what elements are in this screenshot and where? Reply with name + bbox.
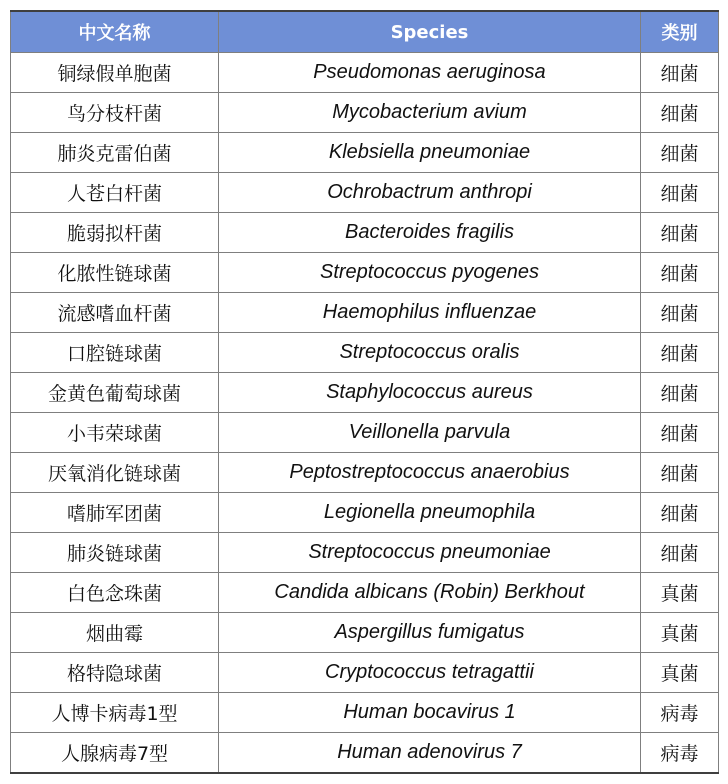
cell-category: 细菌: [641, 453, 719, 493]
table-header: [11, 11, 719, 53]
table-row: [11, 53, 719, 93]
cell-species: Legionella pneumophila: [219, 493, 641, 533]
cell-species: Veillonella parvula: [219, 413, 641, 453]
cell-species: Streptococcus pyogenes: [219, 253, 641, 293]
cell-category: 细菌: [641, 173, 719, 213]
cell-chinese-name: 人苍白杆菌: [11, 173, 219, 213]
cell-chinese-name: 小韦荣球菌: [11, 413, 219, 453]
column-header-category: 类别: [641, 11, 719, 53]
cell-chinese-name: 人博卡病毒1型: [11, 693, 219, 733]
cell-species: Candida albicans (Robin) Berkhout: [219, 573, 641, 613]
table-row: [11, 333, 719, 373]
cell-category: 细菌: [641, 253, 719, 293]
table-row: [11, 373, 719, 413]
table-row: [11, 653, 719, 693]
table-row: [11, 293, 719, 333]
cell-species: Human bocavirus 1: [219, 693, 641, 733]
cell-chinese-name: 流感嗜血杆菌: [11, 293, 219, 333]
cell-category: 真菌: [641, 573, 719, 613]
cell-category: 细菌: [641, 413, 719, 453]
cell-chinese-name: 烟曲霉: [11, 613, 219, 653]
cell-chinese-name: 铜绿假单胞菌: [11, 53, 219, 93]
cell-species: Aspergillus fumigatus: [219, 613, 641, 653]
table-row: [11, 453, 719, 493]
species-table: [10, 10, 719, 774]
table-row: [11, 133, 719, 173]
table-row: [11, 533, 719, 573]
cell-category: 细菌: [641, 493, 719, 533]
cell-chinese-name: 鸟分枝杆菌: [11, 93, 219, 133]
cell-chinese-name: 口腔链球菌: [11, 333, 219, 373]
column-header-chinese-name: 中文名称: [11, 11, 219, 53]
cell-species: Streptococcus oralis: [219, 333, 641, 373]
cell-species: Streptococcus pneumoniae: [219, 533, 641, 573]
table-body: [11, 53, 719, 774]
cell-category: 细菌: [641, 533, 719, 573]
cell-category: 细菌: [641, 213, 719, 253]
table-row: [11, 413, 719, 453]
cell-chinese-name: 脆弱拟杆菌: [11, 213, 219, 253]
cell-species: Peptostreptococcus anaerobius: [219, 453, 641, 493]
cell-category: 细菌: [641, 293, 719, 333]
cell-species: Klebsiella pneumoniae: [219, 133, 641, 173]
cell-chinese-name: 肺炎克雷伯菌: [11, 133, 219, 173]
cell-chinese-name: 格特隐球菌: [11, 653, 219, 693]
cell-chinese-name: 肺炎链球菌: [11, 533, 219, 573]
cell-species: Staphylococcus aureus: [219, 373, 641, 413]
cell-category: 细菌: [641, 93, 719, 133]
cell-category: 细菌: [641, 53, 719, 93]
column-header-species: Species: [219, 11, 641, 53]
cell-chinese-name: 厌氧消化链球菌: [11, 453, 219, 493]
cell-species: Human adenovirus 7: [219, 733, 641, 774]
cell-category: 真菌: [641, 613, 719, 653]
cell-category: 病毒: [641, 733, 719, 774]
cell-species: Pseudomonas aeruginosa: [219, 53, 641, 93]
table-row: [11, 693, 719, 733]
cell-chinese-name: 化脓性链球菌: [11, 253, 219, 293]
cell-species: Bacteroides fragilis: [219, 213, 641, 253]
cell-species: Ochrobactrum anthropi: [219, 173, 641, 213]
cell-chinese-name: 白色念珠菌: [11, 573, 219, 613]
cell-category: 细菌: [641, 133, 719, 173]
cell-chinese-name: 嗜肺军团菌: [11, 493, 219, 533]
cell-category: 细菌: [641, 373, 719, 413]
header-row: [11, 11, 719, 53]
table-row: [11, 213, 719, 253]
cell-species: Cryptococcus tetragattii: [219, 653, 641, 693]
cell-species: Mycobacterium avium: [219, 93, 641, 133]
table-row: [11, 573, 719, 613]
cell-chinese-name: 金黄色葡萄球菌: [11, 373, 219, 413]
table-row: [11, 493, 719, 533]
table-row: [11, 253, 719, 293]
table-row: [11, 733, 719, 774]
cell-species: Haemophilus influenzae: [219, 293, 641, 333]
table-row: [11, 173, 719, 213]
table-row: [11, 613, 719, 653]
table-row: [11, 93, 719, 133]
cell-category: 病毒: [641, 693, 719, 733]
cell-chinese-name: 人腺病毒7型: [11, 733, 219, 774]
cell-category: 细菌: [641, 333, 719, 373]
cell-category: 真菌: [641, 653, 719, 693]
